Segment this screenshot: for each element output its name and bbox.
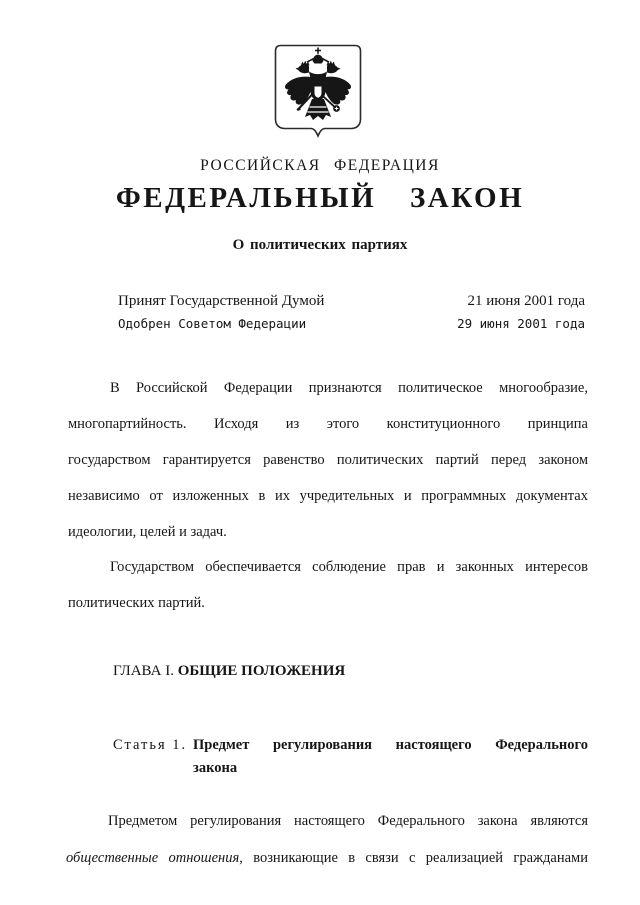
article-title-line-2: закона: [193, 760, 238, 776]
paragraph-line: политических партий.: [68, 595, 205, 611]
country-heading: РОССИЙСКАЯ ФЕДЕРАЦИЯ: [200, 157, 440, 174]
article-title: [193, 734, 588, 780]
italic-term: общественные отношения,: [66, 850, 243, 866]
adopted-by-duma-date: 21 июня 2001 года: [467, 293, 585, 309]
chapter-label: ГЛАВА I.: [113, 663, 174, 679]
paragraph-line: [66, 840, 588, 877]
russian-coat-of-arms-icon: [274, 44, 362, 140]
paragraph-line: государством гарантируется равенство политических партий перед законом: [68, 452, 588, 468]
chapter-title: ОБЩИЕ ПОЛОЖЕНИЯ: [177, 663, 346, 679]
approved-by-council-date: 29 июня 2001 года: [457, 316, 585, 331]
article-1-paragraph: [66, 803, 588, 877]
approved-by-council-label: Одобрен Советом Федерации: [118, 316, 307, 331]
paragraph-line: многопартийность. Исходя из этого конституционного принципа: [68, 416, 588, 432]
document-type-heading: ФЕДЕРАЛЬНЫЙ ЗАКОН: [115, 182, 525, 214]
adoption-block: [118, 293, 585, 339]
preamble-paragraph-1: [68, 370, 588, 550]
paragraph-line: В Российской Федерации признаются политическое многообразие,: [110, 380, 588, 396]
preamble-paragraph-2: [68, 549, 588, 621]
paragraph-line: независимо от изложенных в их учредительных и программных документах: [68, 488, 588, 504]
paragraph-line: Предметом регулирования настоящего Федерального закона являются: [108, 813, 588, 829]
paragraph-line: Государством обеспечивается соблюдение прав и законных интересов: [110, 559, 588, 575]
chapter-heading: [113, 663, 345, 680]
adopted-by-duma-label: Принят Государственной Думой: [118, 293, 325, 309]
article-1-heading: [113, 734, 588, 780]
article-title-line-1: Предмет регулирования настоящего Федерального: [193, 737, 588, 753]
adopted-by-duma-row: [118, 293, 585, 316]
paragraph-line: идеологии, целей и задач.: [68, 524, 227, 540]
article-label: Статья 1.: [113, 737, 188, 753]
approved-by-council-row: [118, 316, 585, 339]
law-subject-title: О политических партиях: [232, 237, 408, 253]
paragraph-line-rest: возникающие в связи с реализацией гражданами: [242, 850, 588, 866]
